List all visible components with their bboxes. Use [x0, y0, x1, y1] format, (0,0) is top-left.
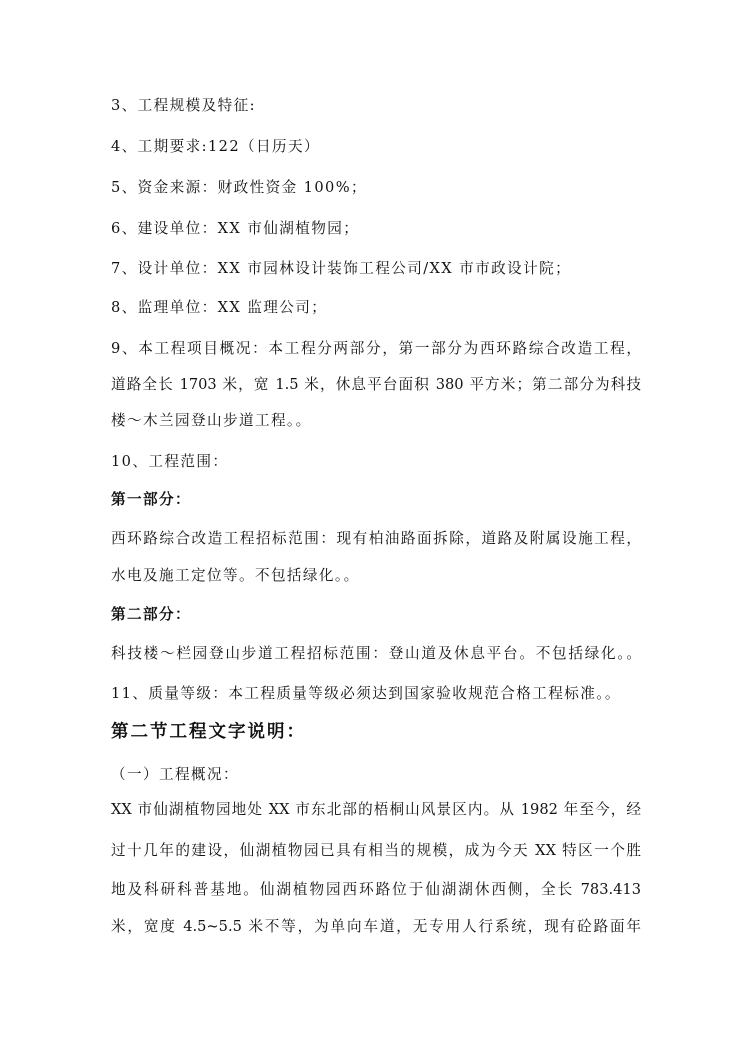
overview-paragraph-line-1: XX 市仙湖植物园地处 XX 市东北部的梧桐山风景区内。从 1982 年至今，经 [111, 801, 641, 818]
item-4-schedule: 4、工期要求:122（日历天） [111, 138, 320, 155]
item-11-quality: 11、质量等级：本工程质量等级必须达到国家验收规范合格工程标准。。 [111, 685, 621, 702]
part-one-text-line-1: 西环路综合改造工程招标范围：现有柏油路面拆除，道路及附属设施工程， [111, 530, 641, 547]
item-9-overview-line-1: 9、本工程项目概况：本工程分两部分，第一部分为西环路综合改造工程， [111, 340, 641, 357]
item-10-scope: 10、工程范围： [111, 453, 229, 470]
item-7-designer: 7、设计单位：XX 市园林设计装饰工程公司/XX 市市政设计院； [111, 260, 572, 277]
subsection-one-heading: （一）工程概况： [111, 766, 239, 783]
part-one-heading: 第一部分： [111, 491, 191, 508]
part-one-text-line-2: 水电及施工定位等。不包括绿化。。 [111, 567, 360, 584]
part-two-text: 科技楼～栏园登山步道工程招标范围：登山道及休息平台。不包括绿化。。 [111, 645, 641, 662]
section-two-heading: 第二节工程文字说明： [111, 722, 306, 742]
item-9-overview-line-2: 道路全长 1703 米，宽 1.5 米，休息平台面积 380 平方米；第二部分为科技 [111, 376, 641, 393]
overview-paragraph-line-2: 过十几年的建设，仙湖植物园已具有相当的规模，成为今天 XX 特区一个胜 [111, 842, 641, 859]
item-3-scale: 3、工程规模及特征: [111, 97, 256, 114]
part-two-heading: 第二部分： [111, 606, 191, 623]
overview-paragraph-line-3: 地及科研科普基地。仙湖植物园西环路位于仙湖湖休西侧，全长 783.413 [111, 881, 641, 898]
item-5-funding: 5、资金来源：财政性资金 100%； [111, 179, 367, 196]
item-9-overview-line-3: 楼～木兰园登山步道工程。。 [111, 412, 312, 429]
overview-paragraph-line-4: 米，宽度 4.5~5.5 米不等，为单向车道，无专用人行系统，现有砼路面年 [111, 918, 641, 935]
item-6-owner: 6、建设单位：XX 市仙湖植物园； [111, 220, 360, 237]
item-8-supervisor: 8、监理单位：XX 监理公司； [111, 299, 328, 316]
